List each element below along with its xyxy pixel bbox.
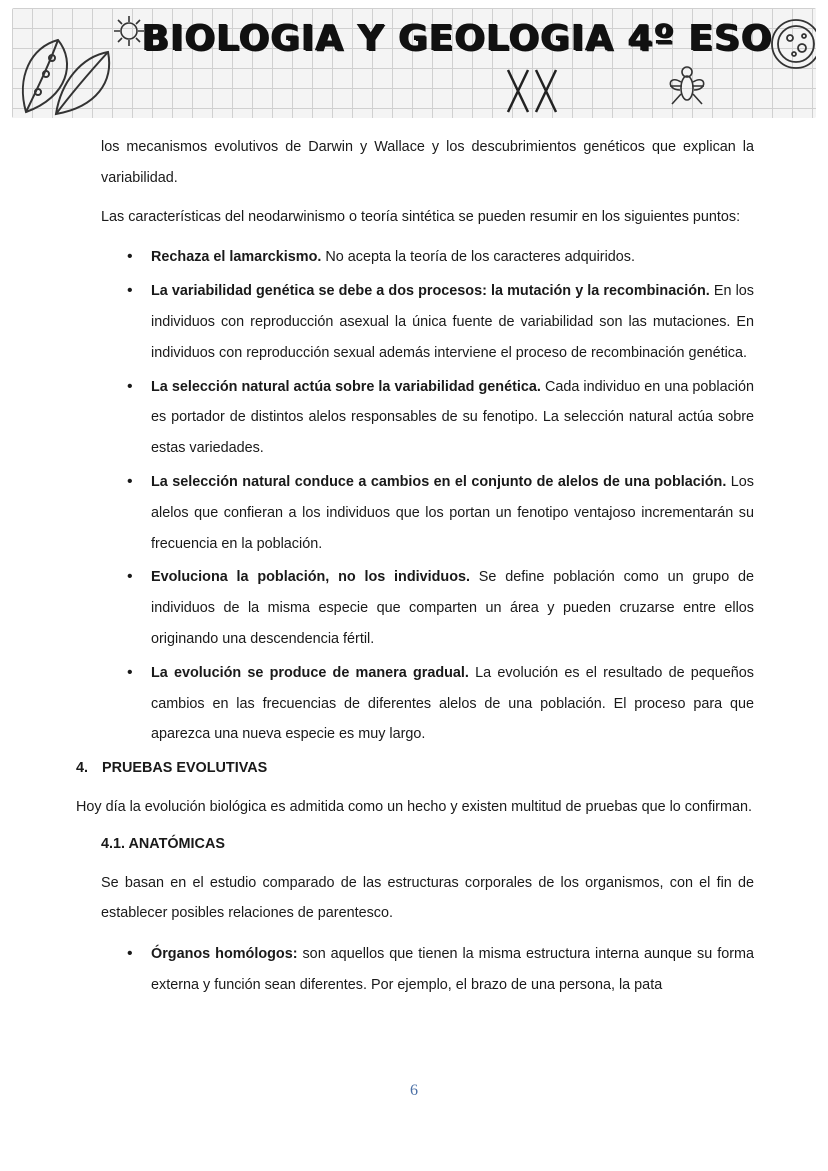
item-text: Los alelos que confieran a los individuos que los portan un fenotipo ventajoso incrementarán su frecuencia en la población. <box>151 473 754 552</box>
virus-icon <box>112 14 146 48</box>
paragraph: Las características del neodarwinismo o teoría sintética se pueden resumir en los siguientes puntos: <box>101 208 741 225</box>
list-item <box>151 372 754 464</box>
bold-lead: La variabilidad genética se debe a dos procesos: la mutación y la recombinación. <box>151 283 710 300</box>
bold-lead: Órganos homólogos: <box>151 946 298 963</box>
chromosome-icon <box>504 66 560 116</box>
item-text: En los individuos con reproducción asexual la única fuente de variabilidad son las mutaciones. En individuos con reproducción sexual además interviene el proceso de recombinación genética. <box>151 283 755 361</box>
section-number: 4. <box>76 760 89 777</box>
leaf-icon <box>16 22 126 118</box>
bold-lead: La evolución se produce de manera gradual. <box>151 664 469 681</box>
section-heading <box>76 753 754 784</box>
bullet-list <box>76 242 754 750</box>
fly-icon <box>664 60 710 110</box>
bold-lead: Evoluciona la población, no los individuos. <box>151 569 471 586</box>
paragraph: los mecanismos evolutivos de Darwin y Wallace y los descubrimientos genéticos que explican la variabilidad. <box>101 139 754 186</box>
list-item <box>151 467 754 559</box>
banner-title: BIOLOGIA Y GEOLOGIA 4º ESO <box>142 18 773 59</box>
bold-lead: La selección natural conduce a cambios en el conjunto de alelos de una población. <box>151 473 727 490</box>
page-content <box>76 132 754 1004</box>
header-banner <box>12 8 816 118</box>
page-number: 6 <box>410 1082 418 1099</box>
bold-lead: Rechaza el lamarckismo. <box>151 249 322 266</box>
item-text: No acepta la teoría de los caracteres adquiridos. <box>321 249 635 266</box>
paragraph: Se basan en el estudio comparado de las estructuras corporales de los organismos, con el fin de establecer posibles relaciones de parentesco. <box>101 874 754 922</box>
list-item <box>151 276 754 368</box>
bullet-list <box>76 939 754 1001</box>
list-item <box>151 562 754 654</box>
petri-dish-icon <box>764 14 816 76</box>
section-title: PRUEBAS EVOLUTIVAS <box>102 760 268 777</box>
subsection-heading: 4.1. ANATÓMICAS <box>101 835 225 852</box>
item-text: son aquellos que tienen la misma estructura interna aunque su forma externa y función sean diferentes. Por ejemplo, el brazo de una persona, la pata <box>151 946 754 993</box>
list-item <box>151 658 754 750</box>
item-text: Cada individuo en una población es portador de distintos alelos responsables de su fenotipo. La selección natural actúa sobre estas variedades. <box>151 378 754 457</box>
list-item <box>151 939 754 1001</box>
paragraph: Hoy día la evolución biológica es admitida como un hecho y existen multitud de pruebas que lo confirman. <box>76 798 752 815</box>
item-text: Se define población como un grupo de individuos de la misma especie que comparten un área y pueden cruzarse entre ellos originando una descendencia fértil. <box>151 569 754 647</box>
item-text: La evolución es el resultado de pequeños cambios en las frecuencias de diferentes alelos de una población. El proceso para que aparezca una nueva especie es muy largo. <box>151 664 754 743</box>
list-item <box>151 242 754 273</box>
bold-lead: La selección natural actúa sobre la variabilidad genética. <box>151 378 541 395</box>
